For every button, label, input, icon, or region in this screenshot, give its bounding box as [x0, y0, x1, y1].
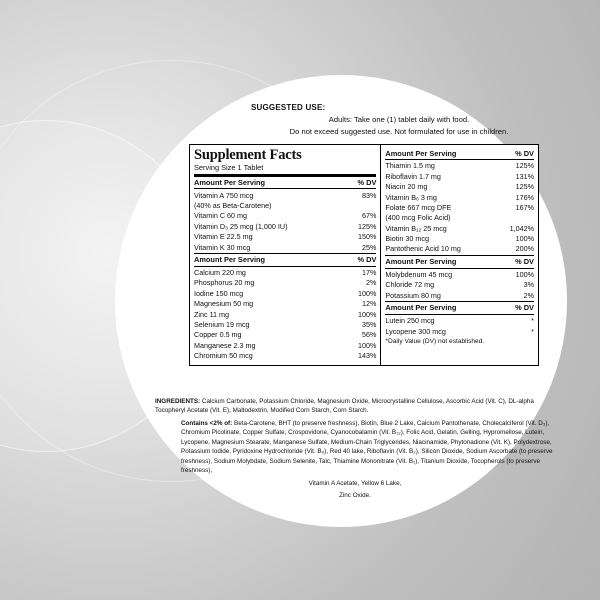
nutrient-name: Lutein 250 mcg — [385, 316, 435, 326]
nutrient-name: (40% as Beta-Carotene) — [194, 201, 272, 211]
nutrient-name: Molybdenum 45 mcg — [385, 269, 453, 279]
nutrient-group-header — [385, 303, 534, 313]
nutrient-name: Lycopene 300 mcg — [385, 326, 446, 336]
nutrient-dv: 125% — [515, 182, 534, 192]
nutrient-dv: 12% — [362, 299, 377, 309]
nutrient-dv — [498, 213, 534, 223]
nutrient-group-header — [194, 255, 376, 265]
amount-per-serving-header: Amount Per Serving — [194, 177, 266, 187]
nutrient-dv: 2% — [523, 290, 534, 300]
ingredients-label: INGREDIENTS: — [155, 398, 201, 405]
right-nutrient-table — [385, 148, 534, 336]
nutrient-row — [194, 340, 376, 350]
nutrient-row — [385, 269, 534, 279]
percent-dv-header: % DV — [357, 177, 377, 187]
nutrient-row — [385, 233, 534, 243]
nutrient-dv: 83% — [362, 190, 377, 200]
percent-dv-header: % DV — [515, 303, 534, 313]
nutrient-row — [385, 290, 534, 300]
ingredients-main-text: Calcium Carbonate, Potassium Chloride, Magnesium Oxide, Microcrystalline Cellulose, Ascorbic Acid (Vit. C), DL-alpha Tocopheryl Acetate (Vit. E), Maltodextrin, Modified Corn Starch, Corn Starch. — [155, 398, 534, 415]
nutrient-dv: 150% — [358, 232, 377, 242]
nutrient-row — [385, 182, 534, 192]
nutrient-row — [385, 161, 534, 171]
nutrient-dv: 200% — [515, 244, 534, 254]
rainbow-ring-border — [106, 66, 576, 536]
nutrient-dv: 1,042% — [509, 223, 534, 233]
suggested-use-line-1: Adults: Take one (1) tablet daily with food. — [328, 115, 470, 124]
nutrient-dv: 25% — [362, 242, 377, 252]
nutrient-name: Copper 0.5 mg — [194, 330, 242, 340]
amount-per-serving-header: Amount Per Serving — [194, 255, 266, 265]
supplement-facts-left-column — [190, 145, 381, 365]
ingredients-block — [155, 397, 555, 503]
nutrient-row — [194, 211, 376, 221]
nutrient-dv: 176% — [515, 192, 534, 202]
ingredients-main-paragraph — [155, 397, 555, 416]
nutrient-dv: 100% — [358, 309, 377, 319]
nutrient-row — [194, 190, 376, 200]
nutrient-row — [194, 221, 376, 231]
nutrient-dv: * — [531, 326, 534, 336]
nutrient-name: Chromium 50 mcg — [194, 351, 253, 361]
nutrient-dv: 125% — [515, 161, 534, 171]
nutrient-row — [194, 319, 376, 329]
left-nutrient-table — [194, 177, 376, 361]
supplement-facts-right-column — [381, 145, 538, 365]
nutrient-group-header — [194, 177, 376, 187]
nutrient-dv: 100% — [358, 288, 377, 298]
nutrient-name: (400 mcg Folic Acid) — [385, 213, 451, 223]
contains-label: Contains <2% of: — [181, 419, 233, 427]
nutrient-dv: 131% — [515, 171, 534, 181]
ingredients-contains-paragraph — [155, 419, 555, 476]
nutrient-name: Niacin 20 mg — [385, 182, 428, 192]
nutrient-name: Zinc 11 mg — [194, 309, 230, 319]
ingredients-tail-line-2: Zinc Oxide. — [339, 491, 371, 499]
nutrient-name: Vitamin A 750 mcg — [194, 190, 254, 200]
nutrient-name: Riboflavin 1.7 mg — [385, 171, 441, 181]
nutrient-dv: 100% — [515, 234, 534, 244]
nutrient-dv: 17% — [362, 268, 377, 278]
nutrient-dv: 125% — [358, 221, 377, 231]
nutrient-dv — [346, 200, 377, 210]
nutrient-dv: 35% — [362, 319, 377, 329]
nutrient-dv: * — [531, 316, 534, 326]
nutrient-row — [385, 326, 534, 336]
nutrient-row — [194, 298, 376, 308]
nutrient-row — [194, 288, 376, 298]
nutrient-name: Vitamin D₃ 25 mcg (1,000 IU) — [194, 221, 288, 231]
nutrient-dv: 3% — [523, 280, 534, 290]
nutrient-name: Manganese 2.3 mg — [194, 340, 256, 350]
nutrient-name: Chloride 72 mg — [385, 280, 435, 290]
nutrient-dv: 56% — [362, 330, 377, 340]
nutrient-name: Folate 667 mcg DFE — [385, 202, 452, 212]
percent-dv-header: % DV — [357, 255, 377, 265]
supplement-facts-title: Supplement Facts — [194, 147, 302, 163]
nutrient-name: Vitamin C 60 mg — [194, 211, 247, 221]
nutrient-row — [385, 213, 534, 223]
nutrient-row — [194, 267, 376, 277]
nutrient-name: Magnesium 50 mg — [194, 299, 254, 309]
nutrient-dv: 100% — [515, 269, 534, 279]
nutrient-name: Biotin 30 mcg — [385, 234, 429, 244]
percent-dv-header: % DV — [515, 257, 534, 267]
label-face — [115, 75, 567, 527]
nutrient-row — [385, 192, 534, 202]
nutrient-name: Thiamin 1.5 mg — [385, 161, 435, 171]
amount-per-serving-header: Amount Per Serving — [385, 148, 457, 158]
nutrient-name: Potassium 80 mg — [385, 290, 441, 300]
nutrient-name: Iodine 150 mcg — [194, 288, 244, 298]
nutrient-name: Phosphorus 20 mg — [194, 278, 255, 288]
nutrient-dv: 167% — [515, 202, 534, 212]
suggested-use-block — [249, 103, 549, 136]
nutrient-dv: 67% — [362, 211, 377, 221]
nutrient-group-header — [385, 257, 534, 267]
nutrient-dv: 2% — [366, 278, 377, 288]
nutrient-row — [194, 278, 376, 288]
label-content — [133, 89, 553, 513]
nutrient-name: Vitamin K 30 mcg — [194, 242, 251, 252]
nutrient-dv: 100% — [358, 340, 377, 350]
suggested-use-title: SUGGESTED USE: — [251, 103, 326, 112]
serving-size: Serving Size 1 Tablet — [194, 163, 264, 173]
contains-text: Beta-Carotene, BHT (to preserve freshness), Biotin, Blue 2 Lake, Calcium Pantothenate, Cholecalciferol (Vit. D₃), Chromium Picolinate, Copper Sulfate, Crospovidone, Cyanocobalamin (Vit. B₁₂), Folic Acid, Gelatin, Gelling, Hypromellose, Lutein, Lycopene, Magnesium Stearate, Manganese Sulfate, Medium-Chain Triglycerides, Niacinamide, Phytonadione (Vit. K), Polydextrose, Potassium Iodide, Pyridoxine Hydrochloride (Vit. B₆), Red 40 lake, Riboflavin (Vit. B₂), Silicon Dioxide, Sodium Ascorbate (to preserve freshness), Sodium Molybdate, Sodium Selenite, Talc, Thiamine Mononitrate (Vit. B₁), Titanium Dioxide, Tocopherols (to preserve freshness), — [181, 419, 553, 475]
ingredients-tail-line-1: Vitamin A Acetate, Yellow 6 Lake, — [308, 479, 402, 487]
supplement-facts-panel — [189, 144, 539, 366]
nutrient-name: Vitamin B₆ 3 mg — [385, 192, 437, 202]
suggested-use-line-2: Do not exceed suggested use. Not formulated for use in children. — [289, 127, 509, 136]
percent-dv-header: % DV — [515, 148, 534, 158]
nutrient-row — [194, 231, 376, 241]
nutrient-name: Pantothenic Acid 10 mg — [385, 244, 461, 254]
amount-per-serving-header: Amount Per Serving — [385, 257, 457, 267]
daily-value-footnote: *Daily Value (DV) not established. — [385, 338, 485, 346]
nutrient-row — [385, 223, 534, 233]
nutrient-row — [194, 309, 376, 319]
nutrient-row — [194, 330, 376, 340]
amount-per-serving-header: Amount Per Serving — [385, 303, 457, 313]
nutrient-row — [385, 316, 534, 326]
nutrient-row — [194, 242, 376, 252]
nutrient-row — [385, 202, 534, 212]
nutrient-row — [194, 350, 376, 360]
nutrient-dv: 143% — [358, 351, 377, 361]
nutrient-group-header — [385, 148, 534, 158]
nutrient-row — [194, 200, 376, 210]
nutrient-name: Selenium 19 mcg — [194, 319, 250, 329]
nutrient-row — [385, 244, 534, 254]
nutrient-name: Vitamin B₁₂ 25 mcg — [385, 223, 447, 233]
nutrient-row — [385, 171, 534, 181]
nutrient-row — [385, 280, 534, 290]
nutrient-name: Vitamin E 22.5 mg — [194, 232, 253, 242]
nutrient-name: Calcium 220 mg — [194, 268, 246, 278]
